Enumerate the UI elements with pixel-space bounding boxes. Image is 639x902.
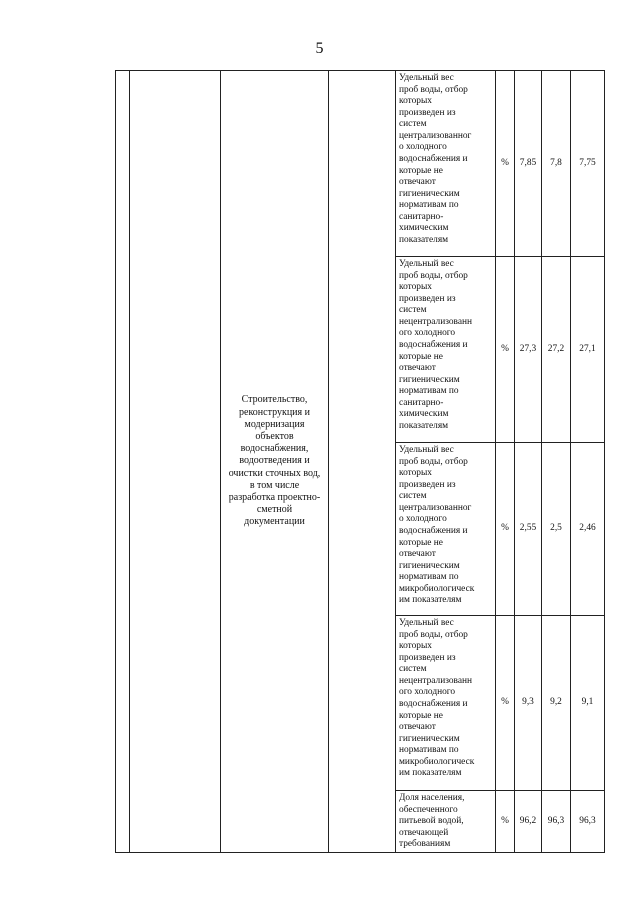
indicator-unit: % — [496, 616, 515, 791]
indicator-value-2: 27,2 — [542, 257, 571, 443]
indicator-name: Доля населения, обеспеченного питьевой водой, отвечающей требованиям — [396, 791, 496, 853]
indicator-unit: % — [496, 791, 515, 853]
indicator-unit: % — [496, 257, 515, 443]
indicator-value-3: 27,1 — [571, 257, 605, 443]
project-description: Строительство, реконструкция и модернизация объектов водоснабжения, водоотведения и очистки сточных вод, в том числе разработка проектно-сметной документации — [221, 71, 329, 853]
indicator-value-2: 96,3 — [542, 791, 571, 853]
indicator-value-1: 27,3 — [515, 257, 542, 443]
table-row — [116, 71, 605, 257]
indicator-name: Удельный вес проб воды, отбор которых произведен из систем нецентрализованн ого холодного водоснабжения и которые не отвечают гигиеническим нормативам по микробиологическ им показателям — [396, 616, 496, 791]
empty-cell-executor — [329, 71, 396, 853]
page-number: 5 — [315, 40, 324, 57]
indicator-value-1: 2,55 — [515, 443, 542, 616]
empty-cell-program — [130, 71, 221, 853]
indicator-value-3: 9,1 — [571, 616, 605, 791]
indicator-value-1: 9,3 — [515, 616, 542, 791]
empty-cell-number — [116, 71, 130, 853]
indicator-value-3: 96,3 — [571, 791, 605, 853]
indicator-name: Удельный вес проб воды, отбор которых произведен из систем нецентрализованн ого холодного водоснабжения и которые не отвечают гигиеническим нормативам по санитарно- химическим показателям — [396, 257, 496, 443]
indicator-value-3: 2,46 — [571, 443, 605, 616]
indicator-value-2: 7,8 — [542, 71, 571, 257]
indicator-value-1: 7,85 — [515, 71, 542, 257]
indicator-unit: % — [496, 443, 515, 616]
indicator-name: Удельный вес проб воды, отбор которых произведен из систем централизованног о холодного водоснабжения и которые не отвечают гигиеническим нормативам по санитарно- химическим показателям — [396, 71, 496, 257]
indicator-value-2: 2,5 — [542, 443, 571, 616]
indicators-table — [115, 70, 605, 853]
indicator-value-2: 9,2 — [542, 616, 571, 791]
indicator-unit: % — [496, 71, 515, 257]
indicator-value-3: 7,75 — [571, 71, 605, 257]
indicator-name: Удельный вес проб воды, отбор которых произведен из систем централизованног о холодного водоснабжения и которые не отвечают гигиеническим нормативам по микробиологическ им показателям — [396, 443, 496, 616]
indicator-value-1: 96,2 — [515, 791, 542, 853]
